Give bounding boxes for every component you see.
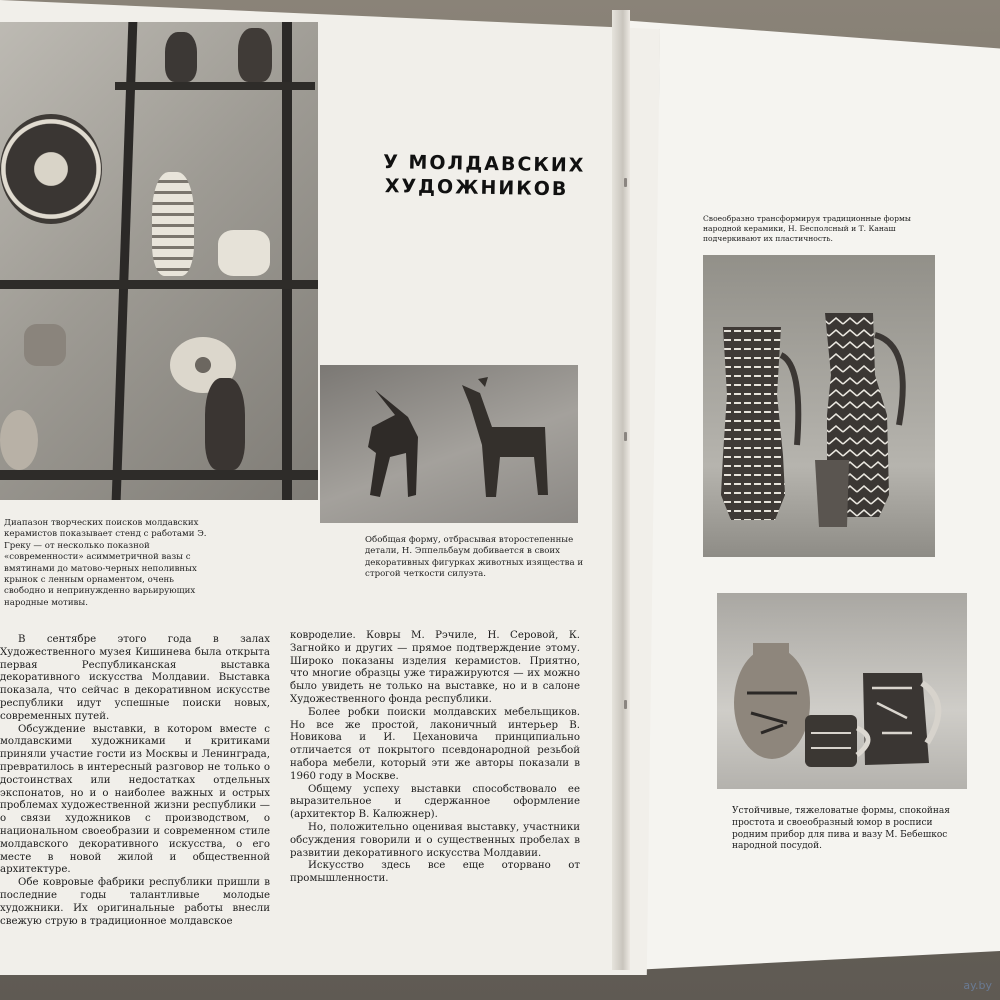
staple [624,432,627,441]
paragraph: ковроделие. Ковры М. Рэчиле, Н. Серовой, К. Загнойко и других — прямое подтверждение этому. Широко показаны изделия керамистов. Приятно, что многие образцы уже тиражируются — их можно было увидеть не только на выставке, но и в салоне Художественного фонда республики. [290,630,580,705]
title-line-2: ХУДОЖНИКОВ [384,175,569,201]
staple [624,178,627,187]
paragraph: Обсуждение выставки, в котором вместе с молдавскими художниками и критиками приняли участие гости из Москвы и Ленинграда, превратилось в интересный разговор не только о достоинствах или недостатках отдельных экспонатов, но и о наиболее важных и острых проблемах художественной жизни республики — о связи художников с производством, о национальном своеобразии и современном стиле молдавского декоративного искусства, о его месте в новой жилой и общественной архитектуре. [0,723,270,876]
article-column-1 [0,634,270,928]
paragraph: Более робки поиски молдавских мебельщиков. Но все же простой, лаконичный интерьер В. Новикова и И. Цехановича принципиально отличается от покрытого псевдонародной резьбой набора мебели, который эти же авторы показали в 1960 году в Москве. [290,706,580,782]
watermark: ay.by [963,979,992,992]
paragraph: Общему успеху выставки способствовало ее выразительное и сдержанное оформление (архитектор В. Калюжнер). [290,783,580,821]
beer-set-photo [717,593,967,789]
tall-vases-photo [703,255,935,557]
paragraph: В сентябре этого года в залах Художественного музея Кишинева была открыта первая Республиканская выставка декоративного искусства Молдавии. Выставка показала, что сейчас в декоративном искусстве республики идут успешные поиски новых, современных путей. [0,634,270,722]
cups-photo-caption: Устойчивые, тяжеловатые формы, спокойная простота и своеобразный юмор в росписи родним прибор для пива и вазу М. Бебешкос народной посудой. [732,806,950,852]
shelf-photo-caption: Диапазон творческих поисков молдавских керамистов показывает стенд с работами Э. Греку — от несколько показной «современности» асимметричной вазы с вмятинами до матово-черных неполивных крынок с ленным орнаментом, очень свободно и непринужденно варьирующих народные мотивы. [4,518,207,608]
staple [624,700,627,709]
paragraph: Искусство здесь все еще оторвано от промышленности. [290,860,580,885]
deer-figurines-photo [320,365,578,523]
ceramics-shelf-photo [0,22,318,500]
vases-photo-caption: Своеобразно трансформируя традиционные формы народной керамики, Н. Бесполсный и Т. Канаш подчеркивают их пластичность. [703,214,911,243]
paragraph: Но, положительно оценивая выставку, участники обсуждения говорили и о существенных пробелах в развитии декоративного искусства Молдавии. [290,821,580,859]
deer-photo-caption: Обобщая форму, отбрасывая второстепенные детали, Н. Эппельбаум добивается в своих декоративных фигурках животных изящества и строгой четкости силуэта. [365,535,584,580]
article-title [383,150,604,202]
title-line-1: У МОЛДАВСКИХ [383,151,586,177]
paragraph: Обе ковровые фабрики республики пришли в последние годы талантливые молодые художники. Их оригинальные работы внесли свежую струю в традиционное молдавское [0,877,270,927]
article-column-2 [290,630,580,886]
magazine-spine [612,10,630,970]
